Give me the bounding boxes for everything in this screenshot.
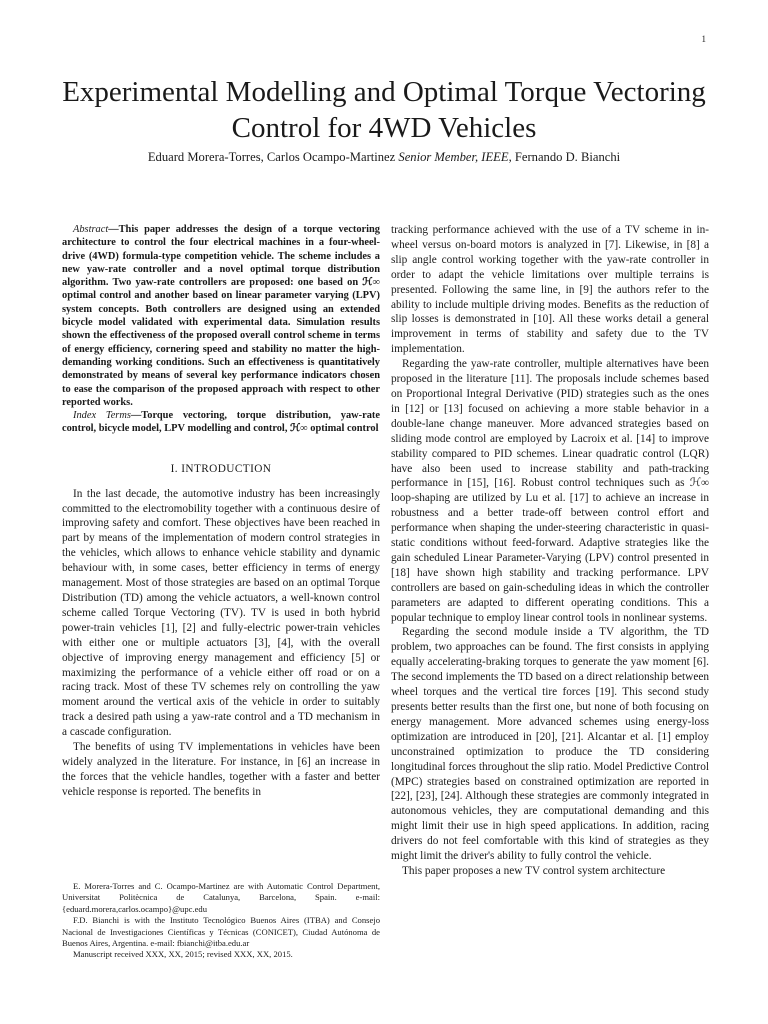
abstract — [62, 223, 380, 409]
author-membership: Senior Member, IEEE — [398, 150, 509, 164]
section-heading: I. INTRODUCTION — [170, 462, 272, 475]
right-column — [391, 223, 709, 879]
footnote: F.D. Bianchi is with the Instituto Tecnológico Buenos Aires (ITBA) and Consejo Nacional de Investigaciones Científicas y Técnicas (CONICET), Ciudad Autónoma de Buenos Aires, Argentina. e-mail: fbianchi@itba.edu.ar — [62, 915, 380, 949]
abstract-text: —This paper addresses the design of a torque vectoring architecture to control the four electrical machines in a four-wheel-drive (4WD) formula-type competition vehicle. The scheme includes a new yaw-rate controller and a novel optimal torque distribution algorithm. Two yaw-rate controllers are proposed: one based on ℋ∞ optimal control and another based on linear parameter varying (LPV) system concepts. Both controllers are designed using an extended bicycle model validated with experimental data. Simulation results shown the effectiveness of the proposed overall control scheme in terms of energy efficiency, cornering speed and stability no matter the high-demanding working conditions. Such an effectiveness is quantitatively demonstrated by means of several key performance indicators chosen to ease the comparison of the proposed approach with respect to other reported works. — [62, 224, 380, 408]
footnotes — [62, 881, 380, 961]
author-names: Eduard Morera-Torres, Carlos Ocampo-Martinez — [147, 150, 399, 164]
author-names-cont: , Fernando D. Bianchi — [508, 150, 621, 164]
index-terms-label: Index Terms — [73, 410, 131, 422]
page-number: 1 — [701, 34, 706, 44]
body-paragraph: In the last decade, the automotive industry has been increasingly committed to the electromobility together with a continuous desire of improving safety and comfort. These objectives have been reached in part by means of the implementation of modern control strategies in the vehicles, which allows to enhance vehicle stability and dynamic behaviour with, in some cases, better efficiency in terms of energy management. Most of those strategies are based on an optimal Torque Distribution (TD) among the vehicle actuators, a well-known control scheme called Torque Vectoring (TV). TV is used in both hybrid power-train vehicles [1], [2] and fully-electric power-train vehicles with either one or multiple actuators [3], [4], with the overall objective of improving energy management and efficiency [5] or maximizing the performance of a vehicle either off road or on a racing track. Most of these TV schemes rely on controlling the yaw moment around the vertical axis of the vehicle in order to suitably track a desired path using a yaw-rate control and a TD mechanism in a cascade configuration. — [62, 487, 380, 739]
left-column — [62, 223, 380, 800]
body-paragraph: This paper proposes a new TV control system architecture — [402, 864, 666, 877]
footnote: Manuscript received XXX, XX, 2015; revised XXX, XX, 2015. — [73, 949, 293, 960]
body-paragraph: tracking performance achieved with the use of a TV scheme in in-wheel versus on-board motors is analyzed in [7]. Likewise, in [8] a slip angle control working together with the yaw-rate controller in order to adapt the vehicle limitations over multiple terrains is presented. Following the same line, in [9] the authors refer to the ability to include multiple driving modes. Benefits as the reduction of slip losses is demonstrated in [10]. All these works detail a general improvement in terms of stability and safety due to the TV implementation. — [391, 224, 709, 356]
author-line — [40, 150, 728, 165]
paper-title: Experimental Modelling and Optimal Torque Vectoring Control for 4WD Vehicles — [62, 76, 706, 144]
body-paragraph: Regarding the yaw-rate controller, multiple alternatives have been proposed in the literature [11]. The proposals include schemes based on Proportional Integral Derivative (PID) strategies such as the ones in [12] or [13] focused on achieving a more stable behavior in a double-lane change maneuver. More advanced strategies based on sliding mode control are employed by Lacroix et al. [14] to improve stability compared to PID schemes. Linear quadratic control (LQR) have also been used to increase stability and path-tracking performance in [15], [16]. Robust control techniques such as ℋ∞ loop-shaping are utilized by Lu et al. [17] to achieve an increase in robustness and a better trade-off between control effort and performance when shaping the under-steering characteristic in quasi-static conditions without feed-forward. Adaptive strategies like the gain scheduled Linear Parameter-Varying (LPV) control presented in [18] have shown high stability and tracking performance. LPV controllers are based on gain-scheduling ideas in which the controller parameters are adapted to different operating conditions. This a popular technique to employ linear control tools in nonlinear systems. — [391, 358, 709, 624]
index-terms-text: —Torque vectoring, torque distribution, yaw-rate control, bicycle model, LPV modelling and control, ℋ∞ optimal control — [62, 410, 380, 435]
body-paragraph: Regarding the second module inside a TV algorithm, the TD problem, two approaches can be found. The first consists in applying equally accelerating-braking torques to generate the yaw moment [6]. The second implements the TD based on a direct relationship between wheel torques and the vertical tire forces [19]. This second study presents better results than the first one, but none of both focusing on energy management. More advanced schemes using energy-loss optimization are introduced in [20], [21]. Alcantar et al. [1] employ unconstrained optimization to produce the TD considering longitudinal forces throughout the slip ratio. Model Predictive Control (MPC) strategies based on constrained optimization are reported in [22], [23], [24]. Although these strategies are commonly integrated in autonomous vehicles, they are computational demanding and this might limit their use in high speed applications. In addition, racing drivers do not feel comfortable with this kind of strategies as they might limit the driver's ability to fully control the vehicle. — [391, 626, 709, 863]
footnote: E. Morera-Torres and C. Ocampo-Martinez are with Automatic Control Department, Universitat Politècnica de Catalunya, Barcelona, Spain. e-mail: {eduard.morera,carlos.ocampo}@upc.edu — [62, 881, 380, 914]
abstract-label: Abstract — [73, 224, 109, 235]
body-paragraph: The benefits of using TV implementations in vehicles have been widely analyzed in the literature. For instance, in [6] an increase in the forces that the vehicle handles, together with a faster and better vehicle response is reported. The benefits in — [62, 741, 380, 798]
index-terms — [62, 409, 380, 436]
